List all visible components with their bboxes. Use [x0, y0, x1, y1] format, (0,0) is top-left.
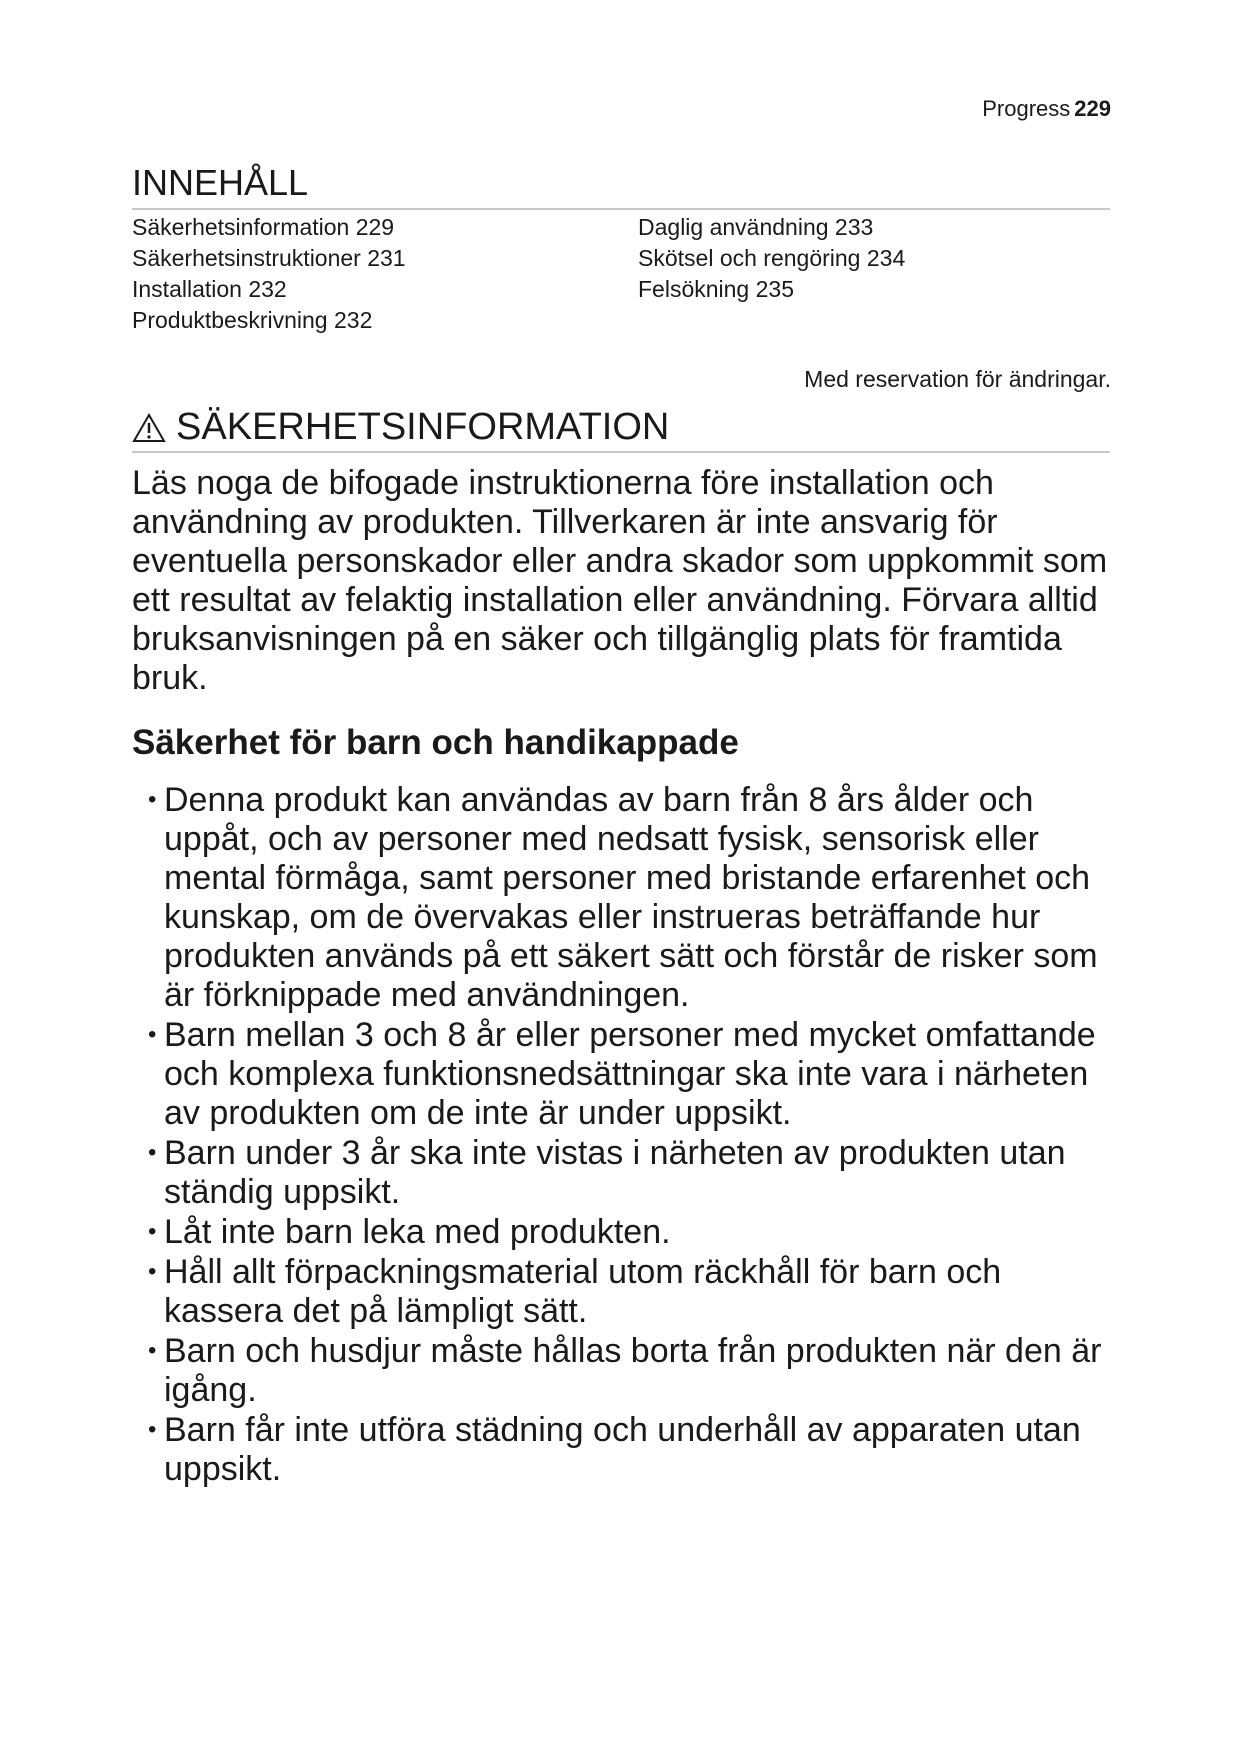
list-item [130, 1212, 1120, 1252]
safety-intro: Läs noga de bifogade instruktionerna före installation och användning av produkten. Tillverkaren är inte ansvarig för eventuella personskador eller andra skador som uppkommit som ett resultat av felaktig installation eller användning. Förvara alltid bruksanvisningen på en säker och tillgänglig plats för framtida bruk. [132, 464, 1108, 697]
children-safety-heading: Säkerhet för barn och handikappade [132, 723, 739, 762]
toc-item[interactable]: Skötsel och rengöring 234 [638, 245, 906, 271]
toc-right-column [638, 212, 905, 305]
safety-section-title [132, 406, 669, 449]
list-item-text: Låt inte barn leka med produkten. [164, 1213, 671, 1251]
bullet-icon: • [148, 1021, 157, 1048]
list-item [130, 1015, 1120, 1133]
bullet-icon: • [148, 1258, 157, 1285]
list-item [130, 780, 1120, 1015]
safety-title-text: SÄKERHETSINFORMATION [176, 406, 670, 448]
toc-item[interactable]: Säkerhetsinformation 229 [132, 214, 395, 240]
bullet-icon: • [148, 1416, 157, 1443]
toc-item[interactable]: Produktbeskrivning 232 [132, 307, 373, 333]
safety-divider [132, 451, 1110, 453]
toc-divider [132, 208, 1110, 210]
list-item [130, 1410, 1120, 1489]
brand-name: Progress [982, 96, 1071, 121]
toc-item[interactable]: Installation 232 [132, 276, 287, 302]
toc-item[interactable]: Säkerhetsinstruktioner 231 [132, 245, 406, 271]
children-safety-list [130, 780, 1120, 1489]
page-number: 229 [1074, 96, 1111, 121]
reservation-note: Med reservation för ändringar. [804, 366, 1111, 392]
list-item-text: Håll allt förpackningsmaterial utom räckhåll för barn och kassera det på lämpligt sätt. [164, 1253, 1002, 1330]
toc-item[interactable]: Daglig användning 233 [638, 214, 874, 240]
bullet-icon: • [148, 786, 157, 813]
bullet-icon: • [148, 1337, 157, 1364]
list-item [130, 1331, 1120, 1410]
bullet-icon: • [148, 1218, 157, 1245]
list-item-text: Barn under 3 år ska inte vistas i närheten av produkten utan ständig uppsikt. [164, 1134, 1066, 1211]
list-item-text: Denna produkt kan användas av barn från 8 års ålder och uppåt, och av personer med nedsatt fysisk, sensorisk eller mental förmåga, samt personer med bristande erfarenhet och kunskap, om de övervakas eller instrueras beträffande hur produkten används på ett säkert sätt och förstår de risker som är förknippade med användningen. [164, 781, 1098, 1014]
warning-triangle-icon [132, 413, 166, 443]
toc-left-column [132, 212, 406, 336]
toc-title: INNEHÅLL [132, 162, 309, 203]
toc-item[interactable]: Felsökning 235 [638, 276, 794, 302]
list-item-text: Barn får inte utföra städning och underhåll av apparaten utan uppsikt. [164, 1411, 1081, 1488]
list-item-text: Barn mellan 3 och 8 år eller personer med mycket omfattande och komplexa funktionsnedsättningar ska inte vara i närheten av produkten om de inte är under uppsikt. [164, 1016, 1096, 1132]
list-item [130, 1133, 1120, 1212]
list-item-text: Barn och husdjur måste hållas borta från produkten när den är igång. [164, 1332, 1102, 1409]
list-item [130, 1252, 1120, 1331]
page-header [982, 96, 1111, 122]
bullet-icon: • [148, 1139, 157, 1166]
